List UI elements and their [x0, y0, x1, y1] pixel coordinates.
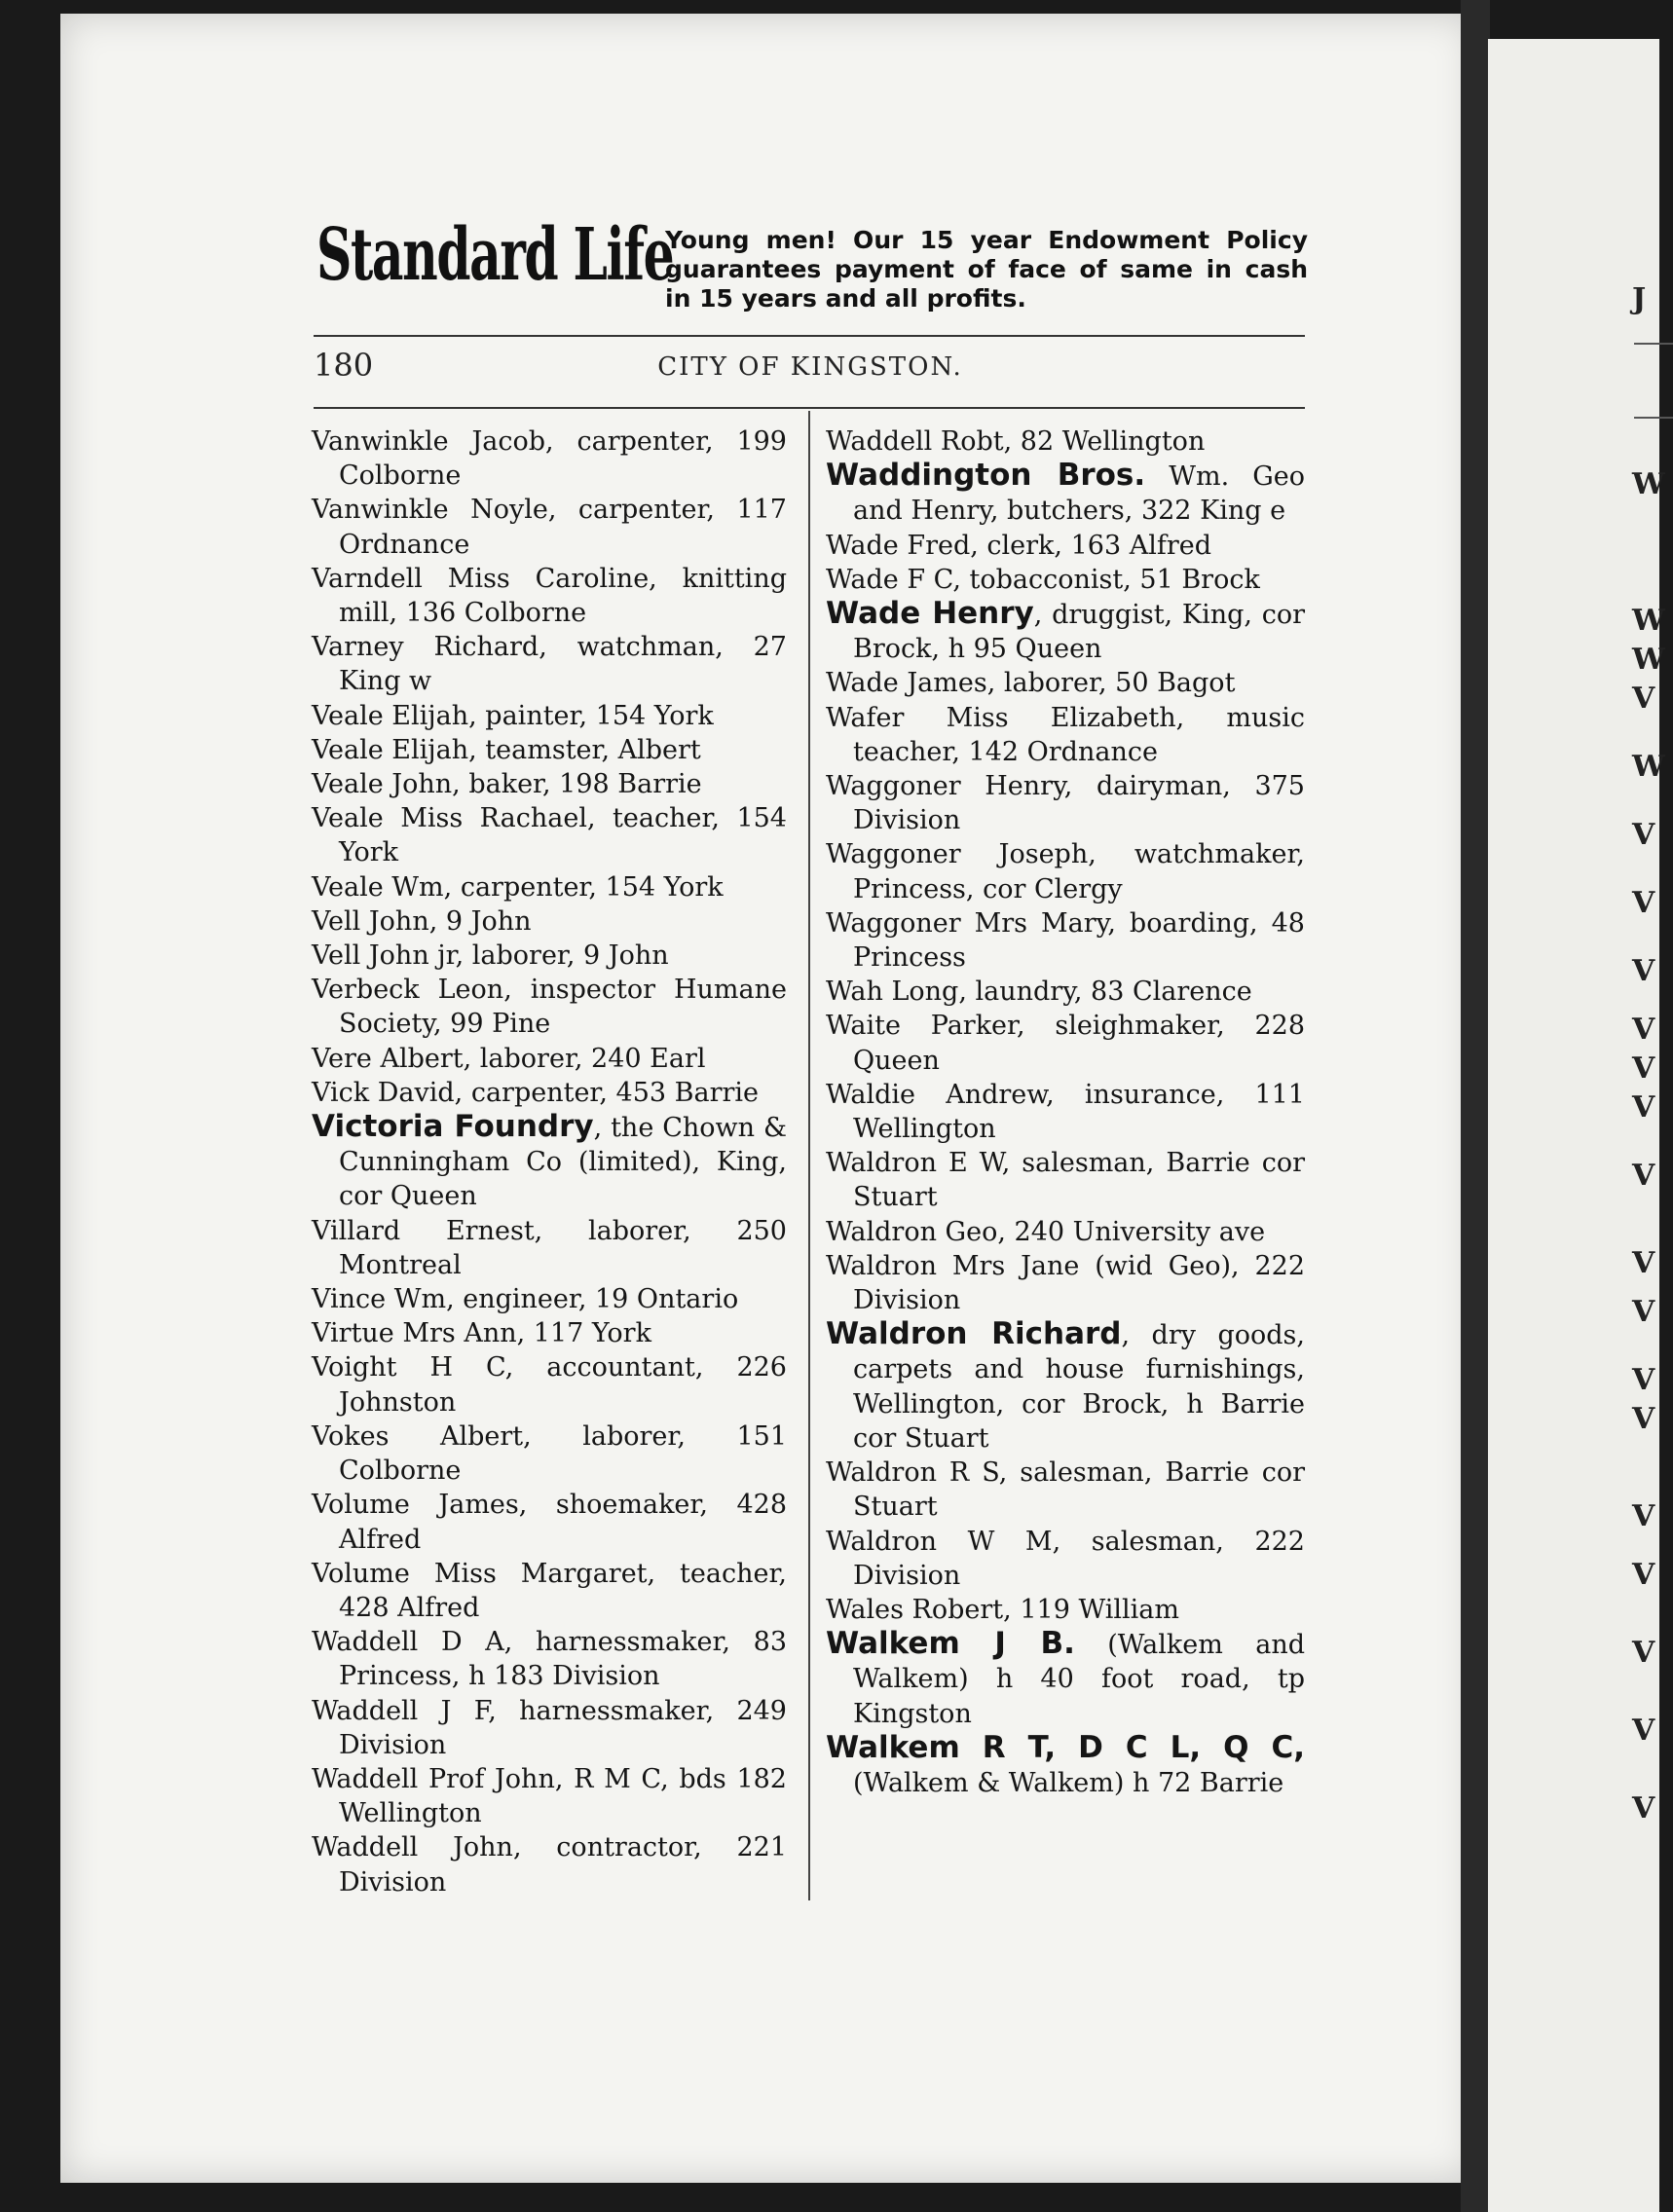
next-page-letter: W — [1632, 604, 1665, 638]
entry-details: , carpenter, 453 Barrie — [454, 1077, 760, 1108]
entry-details: , 9 John — [428, 905, 532, 937]
entry-name: Volume James — [312, 1490, 519, 1521]
entry-name: Villard Ernest — [312, 1215, 535, 1246]
directory-entry — [312, 1830, 787, 1899]
entry-name: Waddell Prof John — [312, 1763, 555, 1794]
directory-entry — [826, 1525, 1305, 1593]
directory-entry — [826, 975, 1305, 1009]
directory-entry — [826, 597, 1305, 666]
entry-name: Waddell D A — [312, 1627, 504, 1658]
entry-name: Waldron W M — [826, 1526, 1053, 1557]
book-spine — [1461, 0, 1490, 2212]
entry-name: Wade Henry — [826, 596, 1034, 632]
entry-details: , accountant, 226 Johnston — [339, 1352, 787, 1418]
directory-entry — [312, 1076, 787, 1110]
next-page-letter: V — [1632, 1295, 1655, 1329]
directory-entry — [826, 563, 1305, 597]
entry-name: Varndell Miss Caroline — [312, 563, 650, 594]
entry-name: Veale Wm — [312, 871, 444, 903]
next-page-letter: V — [1632, 1499, 1655, 1533]
directory-entry — [826, 837, 1305, 905]
ad-slogan: Young men! Our 15 year Endowment Policy guarantees payment of face of same in cash in 15 years and all profits. — [665, 226, 1308, 313]
entry-name: Waggoner Joseph — [826, 839, 1089, 870]
directory-entry — [826, 1317, 1305, 1456]
entry-details: , carpenter, 154 York — [443, 871, 724, 903]
entry-details: , 117 York — [516, 1318, 651, 1349]
entry-name: Wade F C — [826, 564, 953, 595]
directory-entry — [826, 1627, 1305, 1731]
entry-name: Waldron Richard — [826, 1316, 1122, 1352]
entry-details: , 119 William — [1003, 1594, 1179, 1625]
entry-name: Vanwinkle Jacob — [312, 426, 546, 457]
entry-name: Veale Miss Rachael — [312, 803, 587, 834]
entry-details: (wid Geo), 222 Division — [853, 1250, 1306, 1316]
running-head: CITY OF KINGSTON. — [657, 352, 963, 382]
entry-details: , watchman, 27 King w — [339, 632, 787, 697]
entry-details: , dry goods, carpets and house furnishings, Wellington, cor Brock, h Barrie cor Stuart — [853, 1320, 1305, 1454]
entry-details: , engineer, 19 Ontario — [446, 1284, 739, 1315]
directory-entry — [312, 630, 787, 698]
entry-name: Waldron Mrs Jane — [826, 1250, 1080, 1281]
directory-entry — [312, 1214, 787, 1282]
directory-entry — [312, 562, 787, 630]
entry-name: Wales Robert — [826, 1594, 1004, 1625]
page-number: 180 — [314, 347, 374, 384]
directory-entry — [826, 424, 1305, 459]
entry-name: Waldron Geo — [826, 1216, 998, 1247]
entry-details: , music teacher, 142 Ordnance — [853, 702, 1305, 767]
next-page-letter: V — [1632, 1791, 1655, 1825]
entry-details: , laborer, 250 Montreal — [339, 1215, 787, 1280]
entry-name: Verbeck Leon — [312, 975, 504, 1006]
entry-name: Veale John — [312, 769, 453, 800]
entry-details: , salesman, Barrie cor Stuart — [853, 1148, 1305, 1213]
directory-entry — [826, 1249, 1305, 1317]
next-page-letter: V — [1632, 1159, 1655, 1193]
entry-details: , sleighmaker, 228 Queen — [853, 1011, 1305, 1076]
entry-name: Vanwinkle Noyle — [312, 495, 548, 526]
entry-details: , insurance, 111 Wellington — [853, 1079, 1305, 1145]
entry-details: , 82 Wellington — [1003, 426, 1206, 457]
entry-name: Waggoner Henry — [826, 771, 1064, 802]
next-page-letter: W — [1632, 643, 1665, 677]
column-divider — [808, 411, 810, 1900]
page-header — [314, 347, 1307, 386]
entry-details: (Walkem and Walkem) h 40 foot road, tp Kingston — [853, 1630, 1305, 1729]
entry-name: Walkem R T, D C L, Q C, — [826, 1729, 1305, 1765]
ad-logo: Standard Life — [316, 213, 674, 297]
entry-name: Vince Wm — [312, 1284, 447, 1315]
next-page-letter: V — [1632, 886, 1655, 920]
next-page-letter: V — [1632, 1090, 1655, 1124]
directory-entry — [312, 1557, 787, 1625]
directory-entry — [312, 699, 787, 733]
directory-entry — [312, 1762, 787, 1830]
entry-details: , dairyman, 375 Division — [853, 771, 1305, 836]
entry-name: Walkem J B. — [826, 1626, 1075, 1662]
directory-entry — [312, 1625, 787, 1693]
entry-details: , laundry, 83 Clarence — [958, 977, 1252, 1008]
next-page-edge — [1488, 39, 1665, 2212]
entry-details: , knitting mill, 136 Colborne — [339, 563, 787, 629]
directory-entry — [312, 1350, 787, 1419]
directory-entry — [826, 459, 1305, 528]
directory-entry — [826, 1456, 1305, 1524]
directory-entry — [826, 1593, 1305, 1627]
next-page-letter: V — [1632, 1714, 1655, 1748]
directory-entry — [826, 1146, 1305, 1214]
entry-name: Veale Elijah — [312, 700, 469, 731]
entry-details: , shoemaker, 428 Alfred — [339, 1490, 788, 1555]
directory-entry — [826, 1731, 1305, 1800]
entry-details: , laborer, 50 Bagot — [986, 668, 1236, 699]
entry-name: Waldron E W — [826, 1148, 1002, 1179]
next-page-rule — [1634, 417, 1673, 419]
entry-details: , carpenter, 117 Ordnance — [339, 495, 787, 560]
entry-name: Wade James — [826, 668, 987, 699]
entry-details: , teacher, 428 Alfred — [339, 1558, 787, 1623]
entry-details: , contractor, 221 Division — [339, 1832, 787, 1898]
entry-name: Varney Richard — [312, 632, 539, 663]
entry-details: , R M C, bds 182 Wellington — [339, 1763, 787, 1829]
directory-entry — [312, 767, 787, 801]
entry-name: Wade Fred — [826, 530, 971, 561]
next-page-letter: V — [1632, 1013, 1655, 1047]
standard-life-advertisement — [316, 213, 1308, 323]
directory-entry — [312, 1282, 787, 1316]
next-page-letter: V — [1632, 818, 1655, 852]
entry-details: , carpenter, 199 Colborne — [339, 426, 787, 492]
next-page-letter: V — [1632, 1363, 1655, 1397]
directory-entry — [312, 493, 787, 561]
directory-entry — [826, 906, 1305, 975]
entry-details: , the Chown & Cunningham Co (limited), King, cor Queen — [339, 1113, 787, 1212]
entry-name: Wah Long — [826, 977, 959, 1008]
entry-details: , laborer, 9 John — [455, 940, 669, 972]
directory-entry — [826, 769, 1305, 837]
directory-entry — [312, 1694, 787, 1762]
entry-name: Voight H C — [312, 1352, 505, 1383]
header-divider — [314, 407, 1305, 409]
directory-entry — [312, 870, 787, 904]
entry-details: , salesman, 222 Division — [853, 1526, 1305, 1591]
entry-details: , baker, 198 Barrie — [452, 769, 702, 800]
next-page-letter: V — [1632, 954, 1655, 988]
next-page-rule — [1634, 343, 1673, 345]
entry-name: Waldie Andrew — [826, 1079, 1047, 1110]
next-page-letter: V — [1632, 1558, 1655, 1592]
entry-name: Wafer Miss Elizabeth — [826, 702, 1176, 733]
next-page-letter: W — [1632, 750, 1665, 784]
entry-name: Vere Albert — [312, 1043, 464, 1074]
directory-entry — [826, 666, 1305, 700]
next-page-letter: V — [1632, 1636, 1655, 1670]
next-page-letter: J — [1632, 282, 1647, 316]
entry-details: , harnessmaker, 249 Division — [339, 1695, 787, 1760]
next-page-letter: V — [1632, 1246, 1655, 1280]
next-page-letter: V — [1632, 1402, 1655, 1436]
entry-name: Veale Elijah — [312, 734, 469, 765]
entry-name: Waggoner Mrs Mary — [826, 907, 1108, 939]
entry-details: , teacher, 154 York — [339, 803, 787, 868]
entry-name: Waite Parker — [826, 1011, 1017, 1042]
directory-entry — [312, 939, 787, 973]
directory-entry — [826, 701, 1305, 769]
entry-details: , teamster, Albert — [468, 734, 701, 765]
entry-details: , clerk, 163 Alfred — [970, 530, 1211, 561]
entry-details: , salesman, Barrie cor Stuart — [853, 1457, 1305, 1523]
directory-entry — [312, 733, 787, 767]
entry-name: Vokes Albert — [312, 1420, 524, 1452]
entry-details: Wm. Geo and Henry, butchers, 322 King e — [853, 461, 1306, 527]
entry-details: , 240 University ave — [997, 1216, 1266, 1247]
directory-entry — [312, 1419, 787, 1488]
entry-details: , druggist, King, cor Brock, h 95 Queen — [853, 600, 1305, 665]
entry-name: Waddell J F — [312, 1695, 489, 1726]
entry-details: , inspector Humane Society, 99 Pine — [339, 975, 787, 1040]
entry-name: Virtue Mrs Ann — [312, 1318, 517, 1349]
entry-details: , tobacconist, 51 Brock — [952, 564, 1260, 595]
entry-name: Waldron R S — [826, 1457, 999, 1489]
directory-entry — [312, 1042, 787, 1076]
directory-entry — [826, 1078, 1305, 1146]
directory-entry — [312, 801, 787, 869]
directory-entry — [826, 1215, 1305, 1249]
entry-name: Waddington Bros. — [826, 458, 1146, 494]
entry-details: , harnessmaker, 83 Princess, h 183 Division — [339, 1627, 787, 1692]
entry-name: Vick David — [312, 1077, 455, 1108]
directory-entry — [826, 1009, 1305, 1077]
entry-name: Victoria Foundry — [312, 1109, 594, 1145]
entry-name: Waddell John — [312, 1832, 513, 1863]
entry-details: , painter, 154 York — [468, 700, 714, 731]
directory-entry — [826, 529, 1305, 563]
directory-entry — [312, 1316, 787, 1350]
entry-details: , boarding, 48 Princess — [853, 907, 1305, 974]
entry-details: (Walkem & Walkem) h 72 Barrie — [853, 1767, 1284, 1798]
directory-entry — [312, 424, 787, 493]
next-page-letter: V — [1632, 682, 1655, 716]
ad-divider — [314, 335, 1305, 337]
entry-details: , laborer, 240 Earl — [463, 1043, 706, 1074]
entry-name: Vell John — [312, 905, 429, 937]
left-column — [312, 424, 787, 1899]
next-page-letter: W — [1632, 467, 1665, 501]
entry-details: , watchmaker, Princess, cor Clergy — [853, 839, 1305, 904]
entry-name: Waddell Robt — [826, 426, 1004, 457]
entry-name: Vell John jr — [312, 940, 456, 972]
directory-entry — [312, 904, 787, 939]
entry-details: , laborer, 151 Colborne — [339, 1420, 787, 1487]
next-page-letter: V — [1632, 1051, 1655, 1086]
directory-entry — [312, 1488, 787, 1556]
right-column — [826, 424, 1305, 1800]
entry-name: Volume Miss Margaret — [312, 1558, 648, 1589]
directory-entry — [312, 973, 787, 1041]
directory-entry — [312, 1110, 787, 1214]
